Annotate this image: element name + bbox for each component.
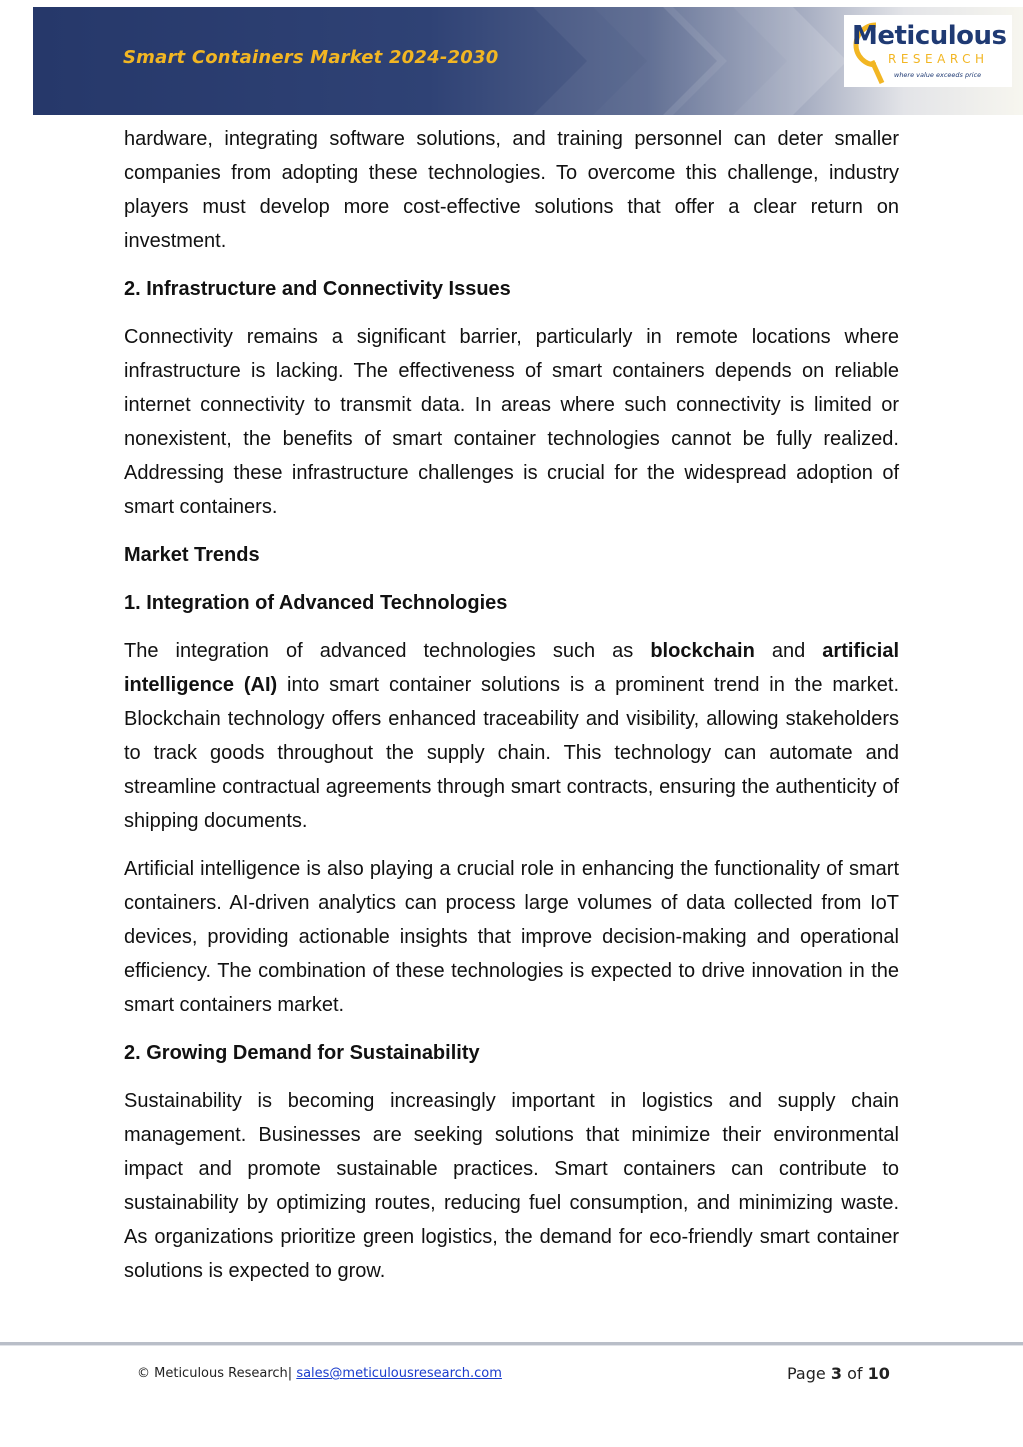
paragraph-infrastructure: Connectivity remains a significant barrier, particularly in remote locations where infrastructure is lacking. The effectiveness of smart containers depends on reliable internet connectivity to transmit data. In areas where such connectivity is limited or nonexistent, the benefits of smart container technologies cannot be fully realized. Addressing these infrastructure challenges is crucial for the widespread adoption of smart containers. [124, 326, 899, 518]
current-page: 3 [830, 1364, 842, 1383]
integration-text-rest: into smart container solutions is a prominent trend in the market. Blockchain technology offers enhanced traceability and visibility, allowing stakeholders to track goods throughout the supply chain. This technology can automate and streamline contractual agreements through smart contracts, ensuring the authenticity of shipping documents. [124, 674, 899, 832]
copyright-text: © Meticulous Research| [137, 1366, 293, 1381]
total-pages: 10 [867, 1364, 890, 1383]
page-number [787, 1364, 890, 1383]
integration-text-and: and [754, 640, 823, 662]
bold-ai: artificial intelligence (AI) [124, 640, 899, 696]
logo-tagline: where value exceeds price [894, 71, 982, 79]
heading-sustainability: 2. Growing Demand for Sustainability [124, 1042, 480, 1064]
heading-infrastructure: 2. Infrastructure and Connectivity Issues [124, 278, 511, 300]
email-link[interactable]: sales@meticulousresearch.com [296, 1366, 502, 1381]
heading-integration: 1. Integration of Advanced Technologies [124, 592, 508, 614]
page-header [33, 7, 1023, 115]
paragraph-cost: hardware, integrating software solutions, and training personnel can deter smaller companies from adopting these technologies. To overcome this challenge, industry players must develop more cost-effective solutions that offer a clear return on investment. [124, 128, 899, 252]
logo-subtitle: RESEARCH [888, 52, 989, 66]
paragraph-sustainability: Sustainability is becoming increasingly important in logistics and supply chain management. Businesses are seeking solutions that minimize their environmental impact and promote sustainable practices. Smart containers can contribute to sustainability by optimizing routes, reducing fuel consumption, and minimizing waste. As organizations prioritize green logistics, the demand for eco-friendly smart container solutions is expected to grow. [124, 1090, 899, 1282]
logo-name: Meticulous [852, 21, 1007, 51]
page-content [124, 122, 899, 1302]
page-word: Page [787, 1364, 826, 1383]
meticulous-logo [844, 15, 1012, 87]
footer-copyright [137, 1366, 502, 1381]
bold-blockchain: blockchain [650, 640, 755, 662]
report-title: Smart Containers Market 2024-2030 [123, 47, 499, 68]
paragraph-integration [124, 634, 899, 838]
paragraph-ai: Artificial intelligence is also playing a crucial role in enhancing the functionality of smart containers. AI-driven analytics can process large volumes of data collected from IoT devices, providing actionable insights that improve decision-making and operational efficiency. The combination of these technologies is expected to drive innovation in the smart containers market. [124, 858, 899, 1016]
of-word: of [847, 1364, 863, 1383]
integration-text-a: The integration of advanced technologies such as [124, 640, 651, 662]
footer-divider [0, 1342, 1023, 1346]
heading-market-trends: Market Trends [124, 544, 260, 566]
